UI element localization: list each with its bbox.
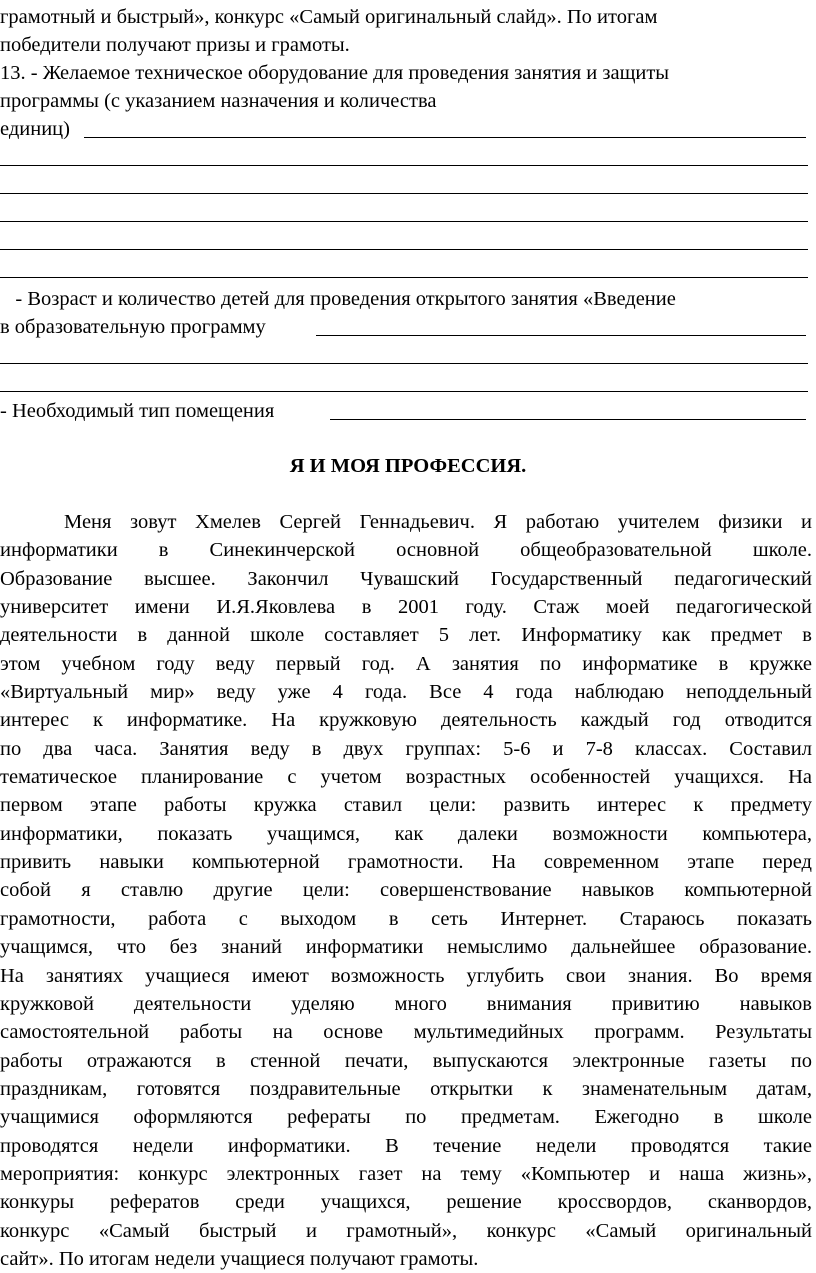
section-heading: Я И МОЯ ПРОФЕССИЯ. (289, 455, 527, 477)
paragraph-line: сайт». По итогам недели учащиеся получают грамоты. (0, 1247, 479, 1270)
age-question-line: в образовательную программу (0, 316, 266, 338)
paragraph-line: праздникам, готовятся поздравительные открытки к знаменательным датам, (0, 1077, 812, 1100)
fill-in-line (84, 137, 806, 138)
paragraph-line: информатики в Синекинчерской основной общеобразовательной школе. (0, 539, 812, 562)
paragraph-line: конкурс «Самый быстрый и грамотный», конкурс «Самый оригинальный (0, 1219, 812, 1242)
paragraph-line: собой я ставлю другие цели: совершенствование навыков компьютерной (0, 879, 812, 902)
paragraph-line: мероприятия: конкурс электронных газет на тему «Компьютер и наша жизнь», (0, 1162, 812, 1185)
paragraph-line: учащимися оформляются рефераты по предметам. Ежегодно в школе (0, 1106, 812, 1129)
paragraph-line: самостоятельной работы на основе мультимедийных программ. Результаты (0, 1021, 812, 1044)
blank-rule (0, 249, 808, 250)
paragraph-line: проводятся недели информатики. В течение недели проводятся такие (0, 1134, 812, 1157)
blank-rule (0, 221, 808, 222)
paragraph-line: интерес к информатике. На кружковую деятельность каждый год отводится (0, 709, 812, 732)
paragraph-line: информатики, показать учащимся, как далеки возможности компьютера, (0, 822, 812, 845)
paragraph-line: На занятиях учащиеся имеют возможность углубить свои знания. Во время (0, 964, 812, 987)
body-paragraph (0, 508, 812, 1273)
paragraph-line: Меня зовут Хмелев Сергей Геннадьевич. Я работаю учителем физики и (64, 511, 812, 533)
paragraph-line: «Виртуальный мир» веду уже 4 года. Все 4 года наблюдаю неподдельный (0, 681, 812, 704)
paragraph-line: привить навыки компьютерной грамотности. На современном этапе перед (0, 851, 812, 874)
paragraph-line: конкуры рефератов среди учащихся, решение кроссвордов, сканвордов, (0, 1191, 812, 1214)
paragraph-line: по два часа. Занятия веду в двух группах: 5-6 и 7-8 классах. Составил (0, 737, 812, 760)
blank-rule (0, 165, 808, 166)
paragraph-line: учащимся, что без знаний информатики немыслимо дальнейшее образование. (0, 936, 812, 959)
text-line: программы (с указанием назначения и количества (0, 90, 437, 112)
paragraph-line: Образование высшее. Закончил Чувашский Государственный педагогический (0, 567, 812, 590)
paragraph-line: первом этапе работы кружка ставил цели: развить интерес к предмету (0, 794, 812, 817)
paragraph-line: деятельности в данной школе составляет 5 лет. Информатику как предмет в (0, 624, 812, 647)
paragraph-line: этом учебном году веду первый год. А занятия по информатике в кружке (0, 652, 812, 675)
text-line: победители получают призы и грамоты. (0, 34, 350, 56)
blank-rule (0, 277, 808, 278)
room-type-line: - Необходимый тип помещения (0, 400, 275, 422)
text-line: единиц) (0, 118, 70, 140)
blank-rule (0, 363, 808, 364)
fill-in-line (316, 335, 806, 336)
paragraph-line: грамотности, работа с выходом в сеть Интернет. Стараюсь показать (0, 907, 812, 930)
paragraph-line: работы отражаются в стенной печати, выпускаются электронные газеты по (0, 1049, 812, 1072)
paragraph-line: университет имени И.Я.Яковлева в 2001 году. Стаж моей педагогической (0, 596, 812, 619)
paragraph-line: тематическое планирование с учетом возрастных особенностей учащихся. На (0, 766, 812, 789)
text-line: 13. - Желаемое техническое оборудование для проведения занятия и защиты (0, 62, 670, 84)
fill-in-line (330, 419, 806, 420)
age-question-line: - Возраст и количество детей для проведения открытого занятия «Введение (0, 288, 676, 310)
blank-rule (0, 391, 808, 392)
blank-rule (0, 193, 808, 194)
paragraph-line: кружковой деятельности уделяю много внимания привитию навыков (0, 992, 812, 1015)
text-line: грамотный и быстрый», конкурс «Самый оригинальный слайд». По итогам (0, 6, 658, 28)
